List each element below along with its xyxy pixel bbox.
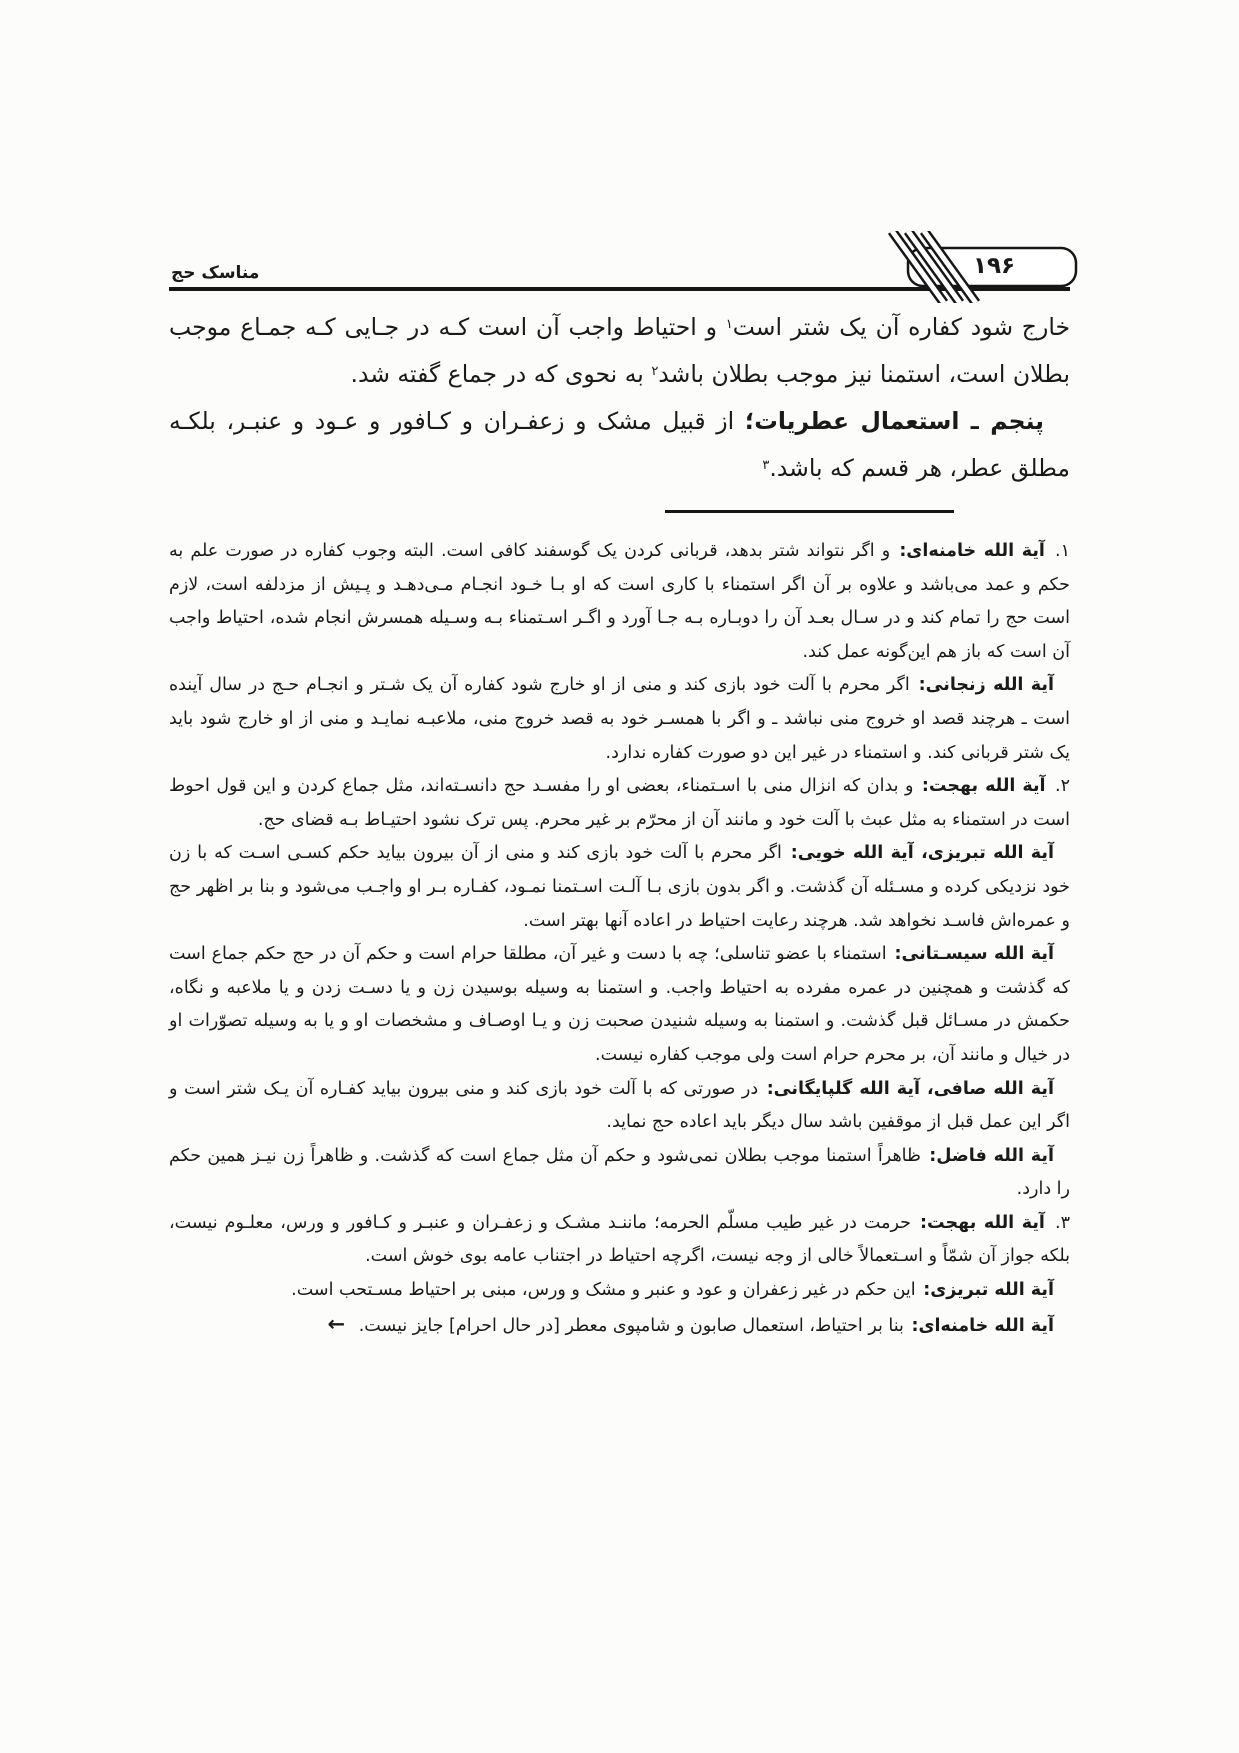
footnote-separator <box>665 510 954 513</box>
footnote-text: اگر محرم با آلت خود بازی کند و منی از آن بیرون بیاید حکم کسـی اسـت که با زن خود نزدیکی کرده و مسـئله آن گذشت. و اگر بدون بازی بـا آلـت اسـتمنا نمـود، کفـاره بـر او واجـب می‌شود و بنا بر اظهر حج و عمره‌اش فاسـد نخواهد شد. هرچند رعایت احتیاط در اعاده آنها بهتر است. <box>169 843 1070 931</box>
footnote-author: آیة الله تبریزی: <box>923 1280 1054 1301</box>
footnote-entry <box>169 837 1070 938</box>
footnote-entry <box>169 770 1070 837</box>
footnote-text: و اگر نتواند شتر بدهد، قربانی کردن یک گوسفند کافی است. البته وجوب کفاره در صورت علم به حکم و عمد می‌باشد و علاوه بر آن اگر استمناء با کاری است که او بـا خـود انجـام مـی‌دهـد و پـیش از مزدلفه است، لازم است حج را تمام کند و در سـال بعـد آن را دوبـاره بـه جـا آورد و اگـر اسـتمناء بـه وسـیله همسرش انجام شده، احتیاط واجب آن است که باز هم این‌گونه عمل کند. <box>169 541 1070 662</box>
list-item-heading: پنجم ـ استعمال عطریات؛ <box>744 407 1045 435</box>
body-text: از قبیل مشک و زعفـران و کـافور و عـود و عنبـر، بلکـه مطلق عطر، هر قسم که باشد. <box>169 407 1070 482</box>
main-text <box>169 304 1070 492</box>
footnote-text: استمناء با عضو تناسلی؛ چه با دست و غیر آن، مطلقا حرام است و حکم آن در حج حکم جماع است که گذشت و همچنین در عمره مفرده به احتیاط واجب. و استمنا به وسیله بوسیدن زن و یا دسـت زدن و یا ملاعبه و نگاه، حکمش در مسـائل قبل گذشت. و استمنا به وسیله شنیدن صحبت زن و یـا اوصـاف و مشخصات او و یا به وسیله تصوّرات او در خیال و مانند آن، بر محرم حرام است ولی موجب کفاره نیست. <box>169 944 1070 1065</box>
body-text: و احتیاط واجب آن است کـه در جـایی کـه جمـاع موجب بطلان است، استمنا نیز موجب بطلان باشد <box>169 313 1070 388</box>
footnote-ref-1: ۱ <box>725 317 733 332</box>
footnote-author: آیة الله خامنه‌ای: <box>899 541 1045 561</box>
footnote-ref-2: ۲ <box>651 364 659 379</box>
footnote-author: آیة الله سیسـتانی: <box>894 944 1054 965</box>
footnote-entry <box>169 1140 1070 1207</box>
running-title: مناسک حج <box>171 263 260 283</box>
page-number-badge <box>856 231 1086 303</box>
page-header <box>169 245 1070 291</box>
footnote-text: در صورتی که با آلت خود بازی کند و منی بیرون بیاید کفـاره آن یـک شتر است و اگر این عمل قبل از موقفین باشد سال دیگر باید اعاده حج نماید. <box>169 1078 1070 1133</box>
footnote-author: آیة الله بهجت: <box>921 776 1046 797</box>
footnote-number: ۲. <box>1054 776 1070 797</box>
footnotes-section <box>169 535 1070 1343</box>
footnote-entry <box>169 938 1070 1072</box>
body-text: به نحوی که در جماع گفته شد. <box>350 360 652 388</box>
continuation-arrow-icon: ← <box>327 1311 346 1336</box>
footnote-text: حرمت در غیر طیب مسلّم الحرمه؛ ماننـد مشـک و زعفـران و عنبـر و کـافور و ورس، معلـوم نیست، بلکه جواز آن شمّاً و اسـتعمالاً خالی از وجه نیست، اگرچه احتیاط در اجتناب عامه بوی خوش است. <box>169 1212 1070 1267</box>
page-number: ۱۹۶ <box>972 253 1016 279</box>
paragraph <box>169 398 1070 492</box>
footnote-text: این حکم در غیر زعفران و عود و عنبر و مشک و ورس، مبنی بر احتیاط مسـتحب است. <box>291 1280 916 1301</box>
footnote-entry <box>169 535 1070 669</box>
body-text: خارج شود کفاره آن یک شتر است <box>732 313 1071 341</box>
footnote-text: بنا بر احتیاط، استعمال صابون و شامپوی معطر [در حال احرام] جایز نیست. <box>358 1315 904 1336</box>
footnote-author: آیة الله تبریزی، آیة الله خویی: <box>790 843 1054 864</box>
footnote-text: ظاهراً استمنا موجب بطلان نمی‌شود و حکم آن مثل جماع است که گذشت. و ظاهراً زن نیـز همین حکم را دارد. <box>169 1145 1070 1200</box>
footnote-text: و بدان که انزال منی با اسـتمناء، بعضی او را مفسـد حج دانسـته‌اند، مثل جماع کردن و این قول احوط است در استمناء به مثل عبث با آلت خود و مانند آن از محرّم بر غیر محرم. پس ترک نشود احتیـاط بـه قضای حج. <box>169 776 1070 830</box>
footnote-entry <box>169 1073 1070 1140</box>
footnote-ref-3: ۳ <box>762 458 770 473</box>
footnote-entry <box>169 669 1070 770</box>
footnote-entry <box>169 1274 1070 1308</box>
paragraph <box>169 304 1070 398</box>
footnote-author: آیة الله بهجت: <box>920 1212 1045 1233</box>
footnote-entry <box>169 1207 1070 1274</box>
footnote-author: آیة الله فاضل: <box>929 1145 1054 1166</box>
footnote-author: آیة الله صافی، آیة الله گلپایگانی: <box>766 1078 1054 1099</box>
footnote-author: آیة الله خامنه‌ای: <box>911 1315 1054 1336</box>
footnote-author: آیة الله زنجانی: <box>918 675 1054 696</box>
footnote-number: ۱. <box>1055 541 1070 561</box>
footnote-text: اگر محرم با آلت خود بازی کند و منی از او خارج شود کفاره آن یک شـتر و انجـام حـج در سال آینده است ـ هرچند قصد او خروج منی نباشد ـ و اگر با همسـر خود به قصد خروج منی، ملاعبـه نمایـد و منی از او خارج شود باید یک شتر قربانی کند. و استمناء در غیر این دو صورت کفاره ندارد. <box>169 675 1070 763</box>
footnote-number: ۳. <box>1054 1212 1070 1233</box>
footnote-entry <box>169 1308 1070 1344</box>
